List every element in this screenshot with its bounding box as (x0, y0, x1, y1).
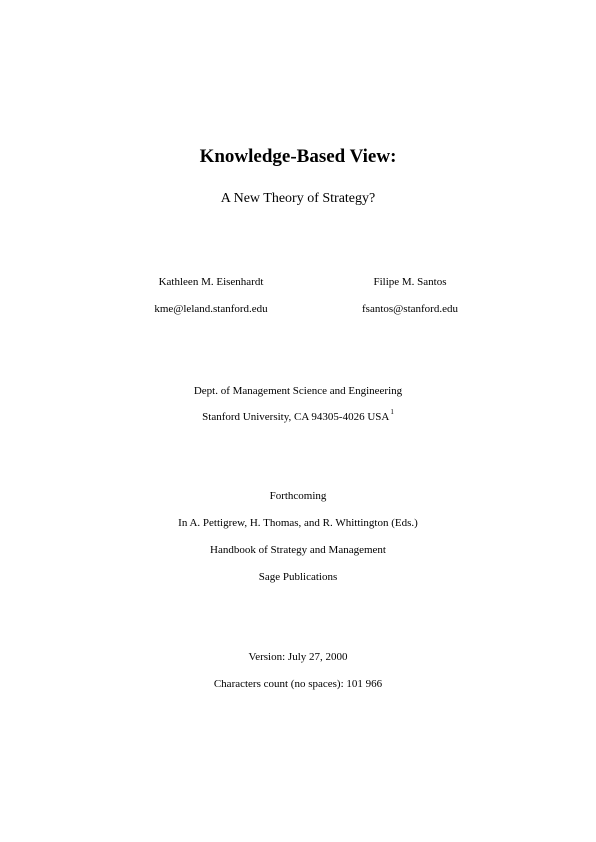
affiliation-address-line (0, 408, 596, 423)
author-name-1: Kathleen M. Eisenhardt (158, 276, 264, 288)
footnote-mark: 1 (390, 408, 394, 416)
affiliation-address: Stanford University, CA 94305-4026 USA (202, 411, 390, 423)
publication-book: Handbook of Strategy and Management (210, 544, 386, 556)
author-email-1: kme@leland.stanford.edu (154, 303, 268, 315)
publication-status: Forthcoming (269, 490, 327, 502)
character-count: Characters count (no spaces): 101 966 (213, 678, 383, 690)
version-date: Version: July 27, 2000 (248, 651, 348, 663)
publication-publisher: Sage Publications (258, 571, 338, 583)
paper-subtitle: A New Theory of Strategy? (220, 191, 376, 206)
affiliation-dept: Dept. of Management Science and Engineering (193, 385, 403, 397)
paper-title: Knowledge-Based View: (199, 146, 397, 167)
author-email-2: fsantos@stanford.edu (362, 303, 458, 315)
publication-editors: In A. Pettigrew, H. Thomas, and R. Whittington (Eds.) (178, 517, 418, 529)
author-name-2: Filipe M. Santos (373, 276, 447, 288)
